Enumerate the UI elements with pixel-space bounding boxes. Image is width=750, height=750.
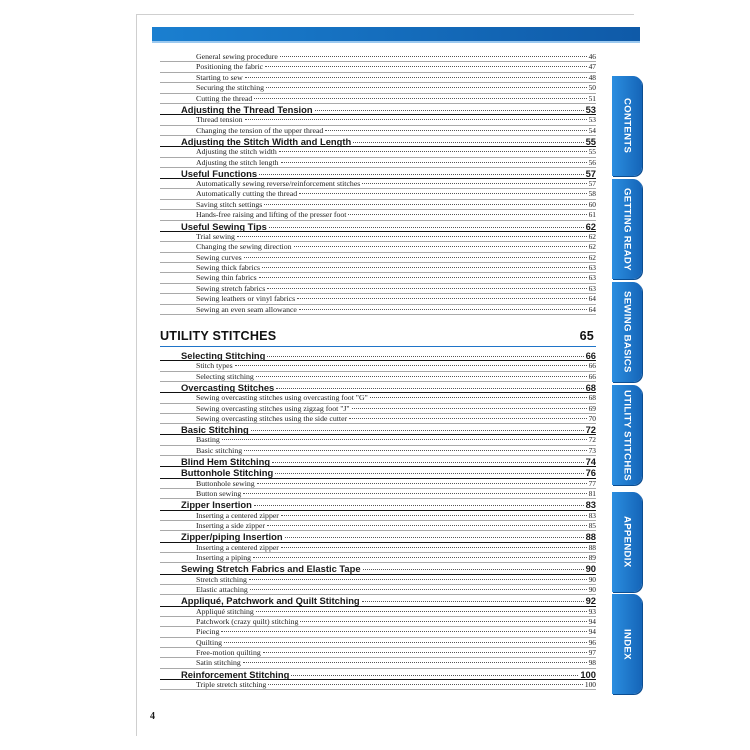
- toc-entry-label: Appliqué, Patchwork and Quilt Stitching: [181, 595, 360, 607]
- toc-entry[interactable]: [160, 446, 596, 456]
- toc-entry-page-number: 48: [588, 72, 596, 82]
- dot-leader: [259, 277, 587, 278]
- dot-leader: [249, 579, 587, 580]
- toc-entry-label: Overcasting Stitches: [181, 381, 275, 393]
- tab-contents[interactable]: [612, 76, 642, 176]
- toc-entry-label: Sewing overcasting stitches using the side cutter: [196, 413, 348, 423]
- dot-leader: [243, 662, 587, 663]
- toc-entry-label: Basting: [196, 435, 220, 445]
- toc-entry-page-number: 57: [585, 167, 596, 179]
- dot-leader: [257, 483, 587, 484]
- dot-leader: [264, 204, 586, 205]
- toc-entry[interactable]: [160, 372, 596, 382]
- dot-leader: [265, 66, 586, 67]
- toc-entry-page-number: 62: [585, 220, 596, 232]
- toc-entry-page-number: 58: [588, 189, 596, 199]
- toc-entry[interactable]: [160, 617, 596, 627]
- toc-entry-label: Sewing curves: [196, 252, 242, 262]
- toc-entry-label: Hands-free raising and lifting of the presser foot: [196, 210, 347, 220]
- toc-entry-page-number: 72: [588, 435, 596, 445]
- toc-entry-page-number: 64: [588, 294, 596, 304]
- chapter-heading[interactable]: [160, 329, 596, 347]
- dot-leader: [245, 77, 587, 78]
- toc-entry[interactable]: [160, 553, 596, 563]
- toc-entry-label: Zipper/piping Insertion: [181, 531, 283, 543]
- toc-entry-label: Elastic attaching: [196, 584, 248, 594]
- dot-leader: [267, 525, 587, 526]
- tab-label: CONTENTS: [621, 98, 633, 154]
- toc-entry-label: Adjusting the Stitch Width and Length: [181, 135, 352, 147]
- toc-entry-page-number: 57: [588, 179, 596, 189]
- toc-entry-page-number: 66: [585, 349, 596, 361]
- toc-section-entry[interactable]: [160, 595, 596, 606]
- toc-entry-label: Piecing: [196, 627, 220, 637]
- toc-entry-page-number: 92: [585, 595, 596, 607]
- toc-entry-label: Buttonhole sewing: [196, 478, 255, 488]
- dot-leader: [267, 288, 586, 289]
- page-number: 4: [150, 711, 155, 722]
- toc-entry-label: Selecting Stitching: [181, 349, 266, 361]
- toc-entry[interactable]: [160, 62, 596, 72]
- toc-entry-page-number: 83: [585, 499, 596, 511]
- toc-entry-label: Saving stitch settings: [196, 199, 263, 209]
- dot-leader: [237, 236, 587, 237]
- dot-leader: [269, 227, 584, 228]
- toc-entry-label: Sewing overcasting stitches using overcasting foot "G": [196, 393, 368, 403]
- tab-getting-ready[interactable]: [612, 179, 642, 279]
- toc-section-entry[interactable]: [160, 563, 596, 574]
- dot-leader: [263, 652, 587, 653]
- toc-entry-page-number: 93: [588, 606, 596, 616]
- toc-entry-page-number: 53: [585, 103, 596, 115]
- dot-leader: [291, 675, 578, 676]
- tab-label: APPENDIX: [621, 516, 633, 568]
- dot-leader: [222, 439, 587, 440]
- toc-entry-page-number: 63: [588, 273, 596, 283]
- toc-entry-page-number: 76: [585, 467, 596, 479]
- dot-leader: [266, 87, 587, 88]
- toc-section-entry[interactable]: [160, 669, 596, 680]
- toc-entry-label: Stitch types: [196, 361, 233, 371]
- toc-entry-page-number: 47: [588, 62, 596, 72]
- toc-entry-label: Adjusting the Thread Tension: [181, 103, 313, 115]
- toc-entry-label: Buttonhole Stitching: [181, 467, 274, 479]
- toc-section-entry[interactable]: [160, 531, 596, 542]
- header-bar-highlight: [152, 41, 640, 43]
- toc-entry-page-number: 62: [588, 252, 596, 262]
- toc-entry[interactable]: [160, 305, 596, 315]
- dot-leader: [262, 267, 587, 268]
- toc-entry[interactable]: [160, 189, 596, 199]
- dot-leader: [300, 621, 586, 622]
- toc-entry[interactable]: [160, 627, 596, 637]
- toc-entry-page-number: 70: [588, 413, 596, 423]
- toc-entry-label: General sewing procedure: [196, 52, 278, 61]
- toc-entry[interactable]: [160, 273, 596, 283]
- toc-entry-page-number: 63: [588, 263, 596, 272]
- toc-entry-page-number: 90: [588, 584, 596, 594]
- toc-entry-page-number: 89: [588, 552, 596, 562]
- toc-entry[interactable]: [160, 232, 596, 242]
- toc-entry[interactable]: [160, 253, 596, 263]
- toc-entry-label: Changing the sewing direction: [196, 242, 292, 252]
- toc-entry-page-number: 77: [588, 478, 596, 488]
- toc-entry[interactable]: [160, 83, 596, 93]
- toc-entry-page-number: 62: [588, 242, 596, 252]
- toc-entry-label: Useful Sewing Tips: [181, 220, 267, 232]
- chapter-title: UTILITY STITCHES: [160, 328, 277, 343]
- toc-entry-label: Reinforcement Stitching: [181, 668, 290, 680]
- toc-entry-label: Triple stretch stitching: [196, 680, 267, 690]
- toc-entry-label: Zipper Insertion: [181, 499, 252, 511]
- toc-section-utility-stitches: [160, 350, 596, 690]
- toc-section-sewing-basics: [160, 52, 596, 315]
- dot-leader: [254, 505, 584, 506]
- toc-entry[interactable]: [160, 294, 596, 304]
- dot-leader: [244, 257, 587, 258]
- toc-entry[interactable]: [160, 435, 596, 445]
- toc-section-entry[interactable]: [160, 456, 596, 467]
- table-of-contents: [160, 52, 596, 690]
- dot-leader: [276, 388, 583, 389]
- toc-entry-page-number: 94: [588, 627, 596, 637]
- toc-entry-page-number: 60: [588, 199, 596, 209]
- toc-entry[interactable]: [160, 115, 596, 125]
- tab-index[interactable]: [612, 594, 642, 694]
- toc-entry-label: Appliqué stitching: [196, 606, 254, 616]
- toc-entry[interactable]: [160, 414, 596, 424]
- dot-leader: [256, 376, 587, 377]
- toc-entry[interactable]: [160, 658, 596, 668]
- toc-entry-page-number: 63: [588, 283, 596, 293]
- toc-entry-label: Inserting a centered zipper: [196, 510, 279, 520]
- toc-entry[interactable]: [160, 479, 596, 489]
- toc-entry-label: Automatically sewing reverse/reinforcement stitches: [196, 179, 361, 189]
- toc-section-entry[interactable]: [160, 168, 596, 179]
- toc-entry-label: Securing the stitching: [196, 83, 264, 93]
- toc-entry-page-number: 55: [585, 135, 596, 147]
- toc-entry[interactable]: [160, 680, 596, 690]
- toc-entry-page-number: 100: [580, 668, 596, 680]
- toc-entry-label: Automatically cutting the thread: [196, 189, 298, 199]
- toc-entry-page-number: 66: [588, 371, 596, 381]
- toc-entry-page-number: 81: [588, 489, 596, 499]
- dot-leader: [244, 450, 586, 451]
- toc-section-entry[interactable]: [160, 467, 596, 478]
- dot-leader: [297, 298, 586, 299]
- toc-entry-page-number: 83: [588, 510, 596, 520]
- toc-entry-page-number: 96: [588, 637, 596, 647]
- dot-leader: [235, 365, 587, 366]
- dot-leader: [250, 589, 587, 590]
- toc-entry-page-number: 90: [585, 563, 596, 575]
- dot-leader: [268, 684, 583, 685]
- toc-entry-label: Sewing thin fabrics: [196, 273, 257, 283]
- toc-entry-label: Satin stitching: [196, 658, 241, 668]
- tab-sewing-basics[interactable]: [612, 282, 642, 382]
- toc-entry[interactable]: [160, 52, 596, 62]
- tab-label: INDEX: [621, 628, 633, 660]
- toc-entry[interactable]: [160, 284, 596, 294]
- tab-label: SEWING BASICS: [621, 291, 633, 373]
- toc-entry-page-number: 56: [588, 157, 596, 167]
- toc-entry-page-number: 50: [588, 83, 596, 93]
- dot-leader: [348, 214, 586, 215]
- toc-entry-label: Blind Hem Stitching: [181, 456, 271, 468]
- chapter-page-number: 65: [579, 328, 594, 343]
- toc-entry[interactable]: [160, 158, 596, 168]
- toc-entry-page-number: 54: [588, 125, 596, 135]
- toc-entry-page-number: 100: [584, 680, 596, 690]
- toc-entry-label: Stretch stitching: [196, 574, 247, 584]
- dot-leader: [259, 174, 584, 175]
- toc-entry-label: Button sewing: [196, 489, 242, 499]
- toc-entry[interactable]: [160, 648, 596, 658]
- toc-entry[interactable]: [160, 126, 596, 136]
- dot-leader: [275, 473, 583, 474]
- toc-entry-page-number: 90: [588, 574, 596, 584]
- toc-entry[interactable]: [160, 575, 596, 585]
- dot-leader: [267, 356, 583, 357]
- toc-entry-label: Patchwork (crazy quilt) stitching: [196, 616, 299, 626]
- toc-entry-label: Useful Functions: [181, 167, 258, 179]
- dot-leader: [353, 142, 583, 143]
- toc-entry-page-number: 88: [585, 531, 596, 543]
- dot-leader: [299, 309, 587, 310]
- toc-entry-page-number: 98: [588, 658, 596, 668]
- toc-entry-page-number: 74: [585, 456, 596, 468]
- toc-entry[interactable]: [160, 404, 596, 414]
- toc-entry[interactable]: [160, 489, 596, 499]
- toc-entry[interactable]: [160, 638, 596, 648]
- toc-entry-label: Adjusting the stitch width: [196, 147, 277, 157]
- dot-leader: [352, 408, 587, 409]
- toc-entry[interactable]: [160, 263, 596, 273]
- dot-leader: [299, 193, 586, 194]
- toc-entry-page-number: 64: [588, 304, 596, 314]
- toc-entry-page-number: 88: [588, 542, 596, 552]
- toc-entry-label: Sewing leathers or vinyl fabrics: [196, 294, 296, 304]
- toc-entry-page-number: 55: [588, 147, 596, 157]
- toc-section-entry[interactable]: [160, 350, 596, 361]
- toc-entry[interactable]: [160, 393, 596, 403]
- toc-entry-label: Sewing thick fabrics: [196, 263, 261, 272]
- dot-leader: [221, 631, 586, 632]
- dot-leader: [370, 397, 587, 398]
- toc-entry-label: Inserting a piping: [196, 552, 252, 562]
- dot-leader: [254, 98, 586, 99]
- dot-leader: [325, 130, 586, 131]
- toc-section-entry[interactable]: [160, 136, 596, 147]
- toc-entry[interactable]: [160, 179, 596, 189]
- toc-section-entry[interactable]: [160, 424, 596, 435]
- dot-leader: [294, 246, 587, 247]
- toc-entry[interactable]: [160, 361, 596, 371]
- toc-section-entry[interactable]: [160, 221, 596, 232]
- dot-leader: [243, 493, 586, 494]
- dot-leader: [245, 119, 587, 120]
- toc-entry[interactable]: [160, 73, 596, 83]
- toc-entry-page-number: 68: [588, 393, 596, 403]
- toc-entry-page-number: 61: [588, 210, 596, 220]
- dot-leader: [281, 515, 587, 516]
- toc-section-entry[interactable]: [160, 382, 596, 393]
- toc-entry-label: Sewing stretch fabrics: [196, 283, 266, 293]
- toc-section-entry[interactable]: [160, 104, 596, 115]
- toc-entry-page-number: 72: [585, 424, 596, 436]
- dot-leader: [349, 418, 586, 419]
- toc-entry-label: Inserting a centered zipper: [196, 542, 279, 552]
- toc-entry-page-number: 85: [588, 520, 596, 530]
- toc-entry-page-number: 68: [585, 381, 596, 393]
- tab-label: UTILITY STITCHES: [621, 389, 633, 481]
- dot-leader: [362, 183, 586, 184]
- dot-leader: [280, 56, 587, 57]
- header-bar: [152, 27, 640, 41]
- toc-entry-label: Basic Stitching: [181, 424, 249, 436]
- toc-entry-page-number: 46: [588, 52, 596, 61]
- toc-entry-page-number: 94: [588, 616, 596, 626]
- toc-entry-page-number: 53: [588, 115, 596, 125]
- toc-entry[interactable]: [160, 511, 596, 521]
- dot-leader: [253, 557, 587, 558]
- toc-entry-label: Sewing an even seam allowance: [196, 304, 297, 314]
- toc-entry-label: Inserting a side zipper: [196, 520, 266, 530]
- toc-entry-page-number: 62: [588, 231, 596, 241]
- tab-appendix[interactable]: [612, 492, 642, 592]
- dot-leader: [363, 569, 584, 570]
- toc-entry-label: Quilting: [196, 637, 222, 647]
- toc-entry[interactable]: [160, 94, 596, 104]
- toc-entry-page-number: 73: [588, 445, 596, 455]
- toc-entry-page-number: 97: [588, 648, 596, 658]
- dot-leader: [285, 537, 584, 538]
- toc-entry[interactable]: [160, 200, 596, 210]
- dot-leader: [251, 430, 584, 431]
- toc-entry-label: Selecting stitching: [196, 371, 254, 381]
- toc-entry[interactable]: [160, 607, 596, 617]
- toc-entry[interactable]: [160, 210, 596, 220]
- toc-entry[interactable]: [160, 147, 596, 157]
- dot-leader: [224, 642, 587, 643]
- dot-leader: [362, 601, 584, 602]
- dot-leader: [315, 110, 584, 111]
- dot-leader: [279, 151, 587, 152]
- tab-label: GETTING READY: [621, 187, 633, 271]
- toc-section-entry[interactable]: [160, 499, 596, 510]
- toc-entry-label: Basic stitching: [196, 445, 243, 455]
- dot-leader: [281, 547, 587, 548]
- toc-entry[interactable]: [160, 585, 596, 595]
- toc-entry-label: Sewing overcasting stitches using zigzag foot "J": [196, 403, 350, 413]
- toc-entry-page-number: 66: [588, 361, 596, 371]
- toc-entry[interactable]: [160, 521, 596, 531]
- dot-leader: [281, 162, 587, 163]
- toc-entry-label: Free-motion quilting: [196, 648, 261, 658]
- tab-utility-stitches[interactable]: [612, 385, 642, 485]
- toc-entry-label: Starting to sew: [196, 72, 243, 82]
- toc-entry-label: Adjusting the stitch length: [196, 157, 279, 167]
- toc-entry-label: Changing the tension of the upper thread: [196, 125, 324, 135]
- toc-entry-page-number: 51: [588, 93, 596, 103]
- toc-entry[interactable]: [160, 543, 596, 553]
- toc-entry-label: Trial sewing: [196, 231, 235, 241]
- toc-entry-label: Positioning the fabric: [196, 62, 264, 72]
- toc-entry-label: Sewing Stretch Fabrics and Elastic Tape: [181, 563, 361, 575]
- toc-entry-label: Cutting the thread: [196, 93, 253, 103]
- dot-leader: [272, 462, 584, 463]
- toc-entry-page-number: 69: [588, 403, 596, 413]
- dot-leader: [256, 611, 587, 612]
- toc-entry-label: Thread tension: [196, 115, 243, 125]
- toc-entry[interactable]: [160, 242, 596, 252]
